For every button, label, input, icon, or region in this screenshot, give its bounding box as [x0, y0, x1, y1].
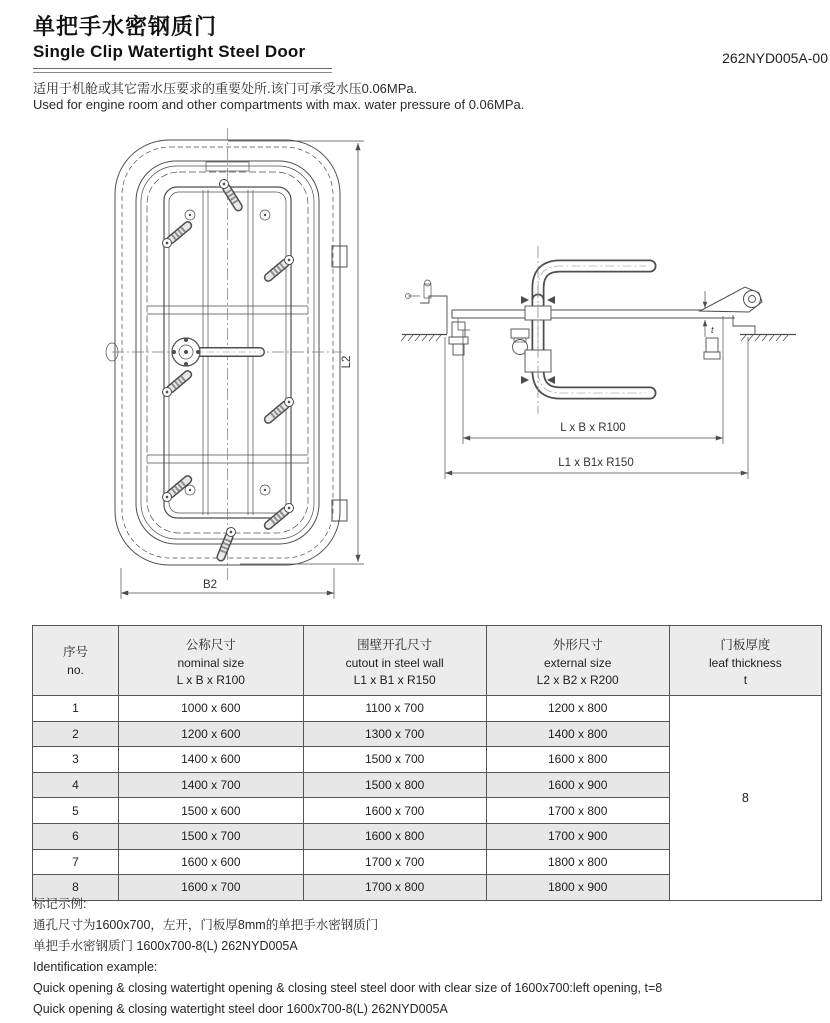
col-header-en: no. — [67, 662, 84, 677]
table-cell: 4 — [33, 772, 119, 798]
center-handle — [172, 338, 260, 366]
col-header-zh: 门板厚度 — [720, 637, 771, 652]
table-cell: 1800 x 900 — [486, 875, 669, 901]
col-header-en: cutout in steel wall — [345, 655, 444, 670]
col-header-external — [486, 626, 669, 696]
table-cell: 1600 x 900 — [486, 772, 669, 798]
example-line1-zh: 通孔尺寸为1600x700，左开，门板厚8mm的单把手水密钢质门 — [33, 918, 379, 932]
example-line2-zh: 单把手水密钢质门 1600x700-8(L) 262NYD005A — [33, 939, 298, 953]
page-title-en: Single Clip Watertight Steel Door — [33, 42, 306, 61]
table-cell: 1600 x 600 — [119, 849, 304, 875]
table-cell: 1700 x 800 — [486, 798, 669, 824]
clip-handle — [265, 502, 295, 529]
leaf-thickness-cell: 8 — [669, 696, 821, 901]
nominal-dim-label: L x B x R100 — [560, 422, 626, 434]
table-cell: 1700 x 700 — [303, 849, 486, 875]
size-table — [32, 625, 822, 901]
table-cell: 1 — [33, 696, 119, 722]
page-title-zh: 单把手水密钢质门 — [33, 14, 218, 39]
col-header-formula: t — [743, 672, 748, 687]
intro-text-en: Used for engine room and other compartments with max. water pressure of 0.06MPa. — [33, 97, 525, 112]
identification-example — [33, 894, 662, 1020]
clip-handle — [161, 222, 191, 249]
l2-label: L2 — [341, 355, 353, 369]
col-header-en: nominal size — [177, 655, 245, 670]
intro-text-zh: 适用于机舱或其它需水压要求的重要处所.该门可承受水压0.06MPa. — [33, 81, 418, 96]
table-cell: 1600 x 700 — [119, 875, 304, 901]
col-header-en: external size — [544, 655, 612, 670]
dimension-nominal — [463, 316, 723, 444]
dimension-cutout — [445, 337, 748, 479]
table-cell: 1700 x 800 — [303, 875, 486, 901]
table-cell: 7 — [33, 849, 119, 875]
technical-drawings — [0, 125, 830, 622]
clip-handle — [161, 476, 191, 503]
part-number: 262NYD005A-00 — [722, 50, 828, 66]
example-label-en: Identification example: — [33, 960, 158, 974]
table-cell: 1500 x 700 — [303, 747, 486, 773]
table-cell: 1600 x 800 — [303, 823, 486, 849]
door-front-view — [106, 128, 364, 599]
col-header-formula: L2 x B2 x R200 — [536, 672, 619, 687]
table-cell: 2 — [33, 721, 119, 747]
b2-label: B2 — [202, 579, 218, 591]
table-row — [33, 696, 822, 722]
table-cell: 1100 x 700 — [303, 696, 486, 722]
hinge-assembly — [700, 287, 762, 334]
door-section-view — [401, 246, 796, 479]
table-header-row — [33, 626, 822, 696]
table-cell: 8 — [33, 875, 119, 901]
table-cell: 5 — [33, 798, 119, 824]
example-label-zh: 标记示例: — [33, 897, 87, 911]
col-header-zh: 公称尺寸 — [185, 637, 236, 652]
left-coaming-bracket — [406, 280, 448, 334]
table-cell: 3 — [33, 747, 119, 773]
dimension-thickness — [705, 291, 714, 337]
col-header-en: leaf thickness — [709, 655, 782, 670]
cutout-dim-label: L1 x B1x R150 — [558, 457, 634, 469]
table-cell: 1800 x 800 — [486, 849, 669, 875]
table-cell: 6 — [33, 823, 119, 849]
size-table-body — [33, 696, 822, 901]
col-header-nominal — [119, 626, 304, 696]
col-header-formula: L x B x R100 — [176, 672, 245, 687]
clip-bolt — [449, 322, 468, 355]
col-header-no — [33, 626, 119, 696]
table-cell: 1400 x 700 — [119, 772, 304, 798]
table-cell: 1500 x 700 — [119, 823, 304, 849]
col-header-zh: 外形尺寸 — [552, 637, 603, 652]
table-cell: 1200 x 800 — [486, 696, 669, 722]
title-underline — [33, 68, 332, 73]
col-header-thickness — [669, 626, 821, 696]
clip-handle — [217, 526, 237, 559]
door-leaf-section — [452, 310, 735, 330]
clip-handle — [218, 178, 242, 209]
table-cell: 1700 x 900 — [486, 823, 669, 849]
example-line2-en: Quick opening & closing watertight steel door 1600x700-8(L) 262NYD005A — [33, 1002, 448, 1016]
col-header-zh: 围壁开孔尺寸 — [357, 637, 433, 652]
clip-handle — [161, 371, 191, 398]
table-cell: 1500 x 600 — [119, 798, 304, 824]
example-line1-en: Quick opening & closing watertight opening & closing steel steel door with clear size of 1600x700:left opening, t=8 — [33, 981, 663, 995]
clip-bolt — [704, 338, 720, 359]
table-cell: 1400 x 600 — [119, 747, 304, 773]
thickness-label: t — [711, 325, 714, 335]
col-header-cutout — [303, 626, 486, 696]
table-cell: 1600 x 700 — [303, 798, 486, 824]
col-header-zh: 序号 — [62, 644, 88, 659]
bulkhead-right — [740, 335, 796, 342]
table-cell: 1400 x 800 — [486, 721, 669, 747]
table-cell: 1000 x 600 — [119, 696, 304, 722]
col-header-formula: L1 x B1 x R150 — [353, 672, 436, 687]
table-cell: 1200 x 600 — [119, 721, 304, 747]
bulkhead-left — [401, 335, 447, 342]
table-cell: 1300 x 700 — [303, 721, 486, 747]
table-cell: 1600 x 800 — [486, 747, 669, 773]
table-cell: 1500 x 800 — [303, 772, 486, 798]
